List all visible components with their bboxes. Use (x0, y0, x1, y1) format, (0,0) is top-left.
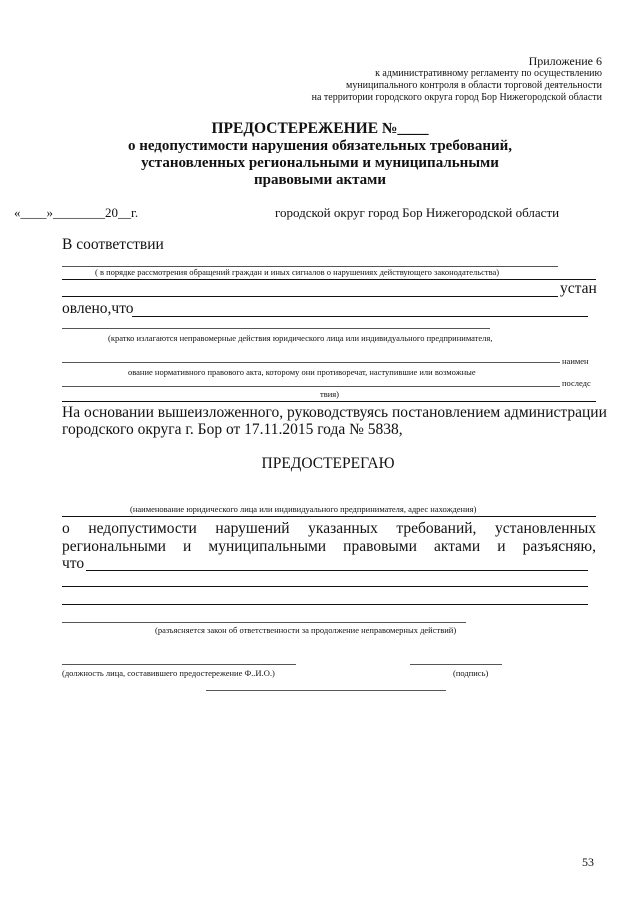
document-title: ПРЕДОСТЕРЕЖЕНИЕ №____ (211, 120, 429, 137)
page-number: 53 (582, 855, 594, 869)
entity-note: (наименование юридического лица или индивидуального предпринимателя, адрес нахождения) (130, 504, 477, 514)
signature-input-line[interactable] (410, 664, 502, 665)
naimen-text: наимен (562, 356, 589, 366)
ovleno-text: овлено,что (62, 300, 134, 317)
order-input-line-2[interactable] (62, 279, 596, 280)
basis-text-1: На основании вышеизложенного, руководствуясь постановлением администрации (62, 404, 607, 421)
chto-text: что (62, 555, 85, 572)
in-accordance-text: В соответствии (62, 236, 164, 253)
warn-text-2: региональными и муниципальными правовыми актами и разъясняю, (62, 538, 596, 555)
unlawful-note: (кратко излагаются неправомерные действия юридического лица или индивидуального предпринимателя, (108, 333, 493, 343)
position-input-line[interactable] (62, 664, 296, 665)
basis-separator (62, 401, 596, 402)
liability-note: (разъясняется закон об ответственности за продолжение неправомерных действий) (155, 625, 457, 635)
order-note: ( в порядке рассмотрения обращений граждан и иных сигналов о нарушениях действующего законодательства) (95, 267, 500, 277)
tviya-text: твия) (320, 389, 340, 399)
appendix-line-2: муниципального контроля в области торговой деятельности (345, 80, 602, 91)
warn-heading: ПРЕДОСТЕРЕГАЮ (261, 455, 395, 472)
established-content-line[interactable] (132, 316, 588, 317)
act-note: ование нормативного правового акта, которому они противоречат, наступившие или возможные (128, 367, 476, 377)
consequences-input-line[interactable] (62, 386, 560, 387)
document-subtitle-1: о недопустимости нарушения обязательных требований, (127, 138, 513, 154)
established-input-line[interactable] (62, 296, 558, 297)
signature-label: (подпись) (453, 668, 489, 678)
unlawful-input-line[interactable] (62, 328, 490, 329)
warn-text-1: о недопустимости нарушений указанных требований, установленных (62, 520, 596, 537)
ustan-text: устан (560, 280, 597, 297)
document-subtitle-2: установленных региональными и муниципальными (141, 155, 499, 171)
posled-text: последс (562, 378, 591, 388)
place-text: городской округ город Бор Нижегородской области (275, 205, 560, 220)
appendix-line-1: к административному регламенту по осуществлению (375, 68, 602, 79)
document-subtitle-3: правовыми актами (253, 172, 387, 188)
date-field[interactable]: «____»________20__г. (14, 205, 139, 220)
entity-input-line[interactable] (62, 516, 596, 517)
explain-input-line-1[interactable] (86, 570, 588, 571)
explain-input-line-2[interactable] (62, 586, 588, 587)
explain-input-line-3[interactable] (62, 604, 588, 605)
act-input-line[interactable] (62, 362, 560, 363)
appendix-title: Приложение 6 (528, 54, 602, 68)
name-input-line[interactable] (206, 690, 446, 691)
basis-text-2: городского округа г. Бор от 17.11.2015 года № 5838, (62, 421, 403, 438)
appendix-line-3: на территории городского округа город Бор Нижегородской области (311, 92, 602, 103)
liability-input-line[interactable] (62, 622, 466, 623)
position-label: (должность лица, составившего предостережение Ф..И.О.) (62, 668, 275, 678)
